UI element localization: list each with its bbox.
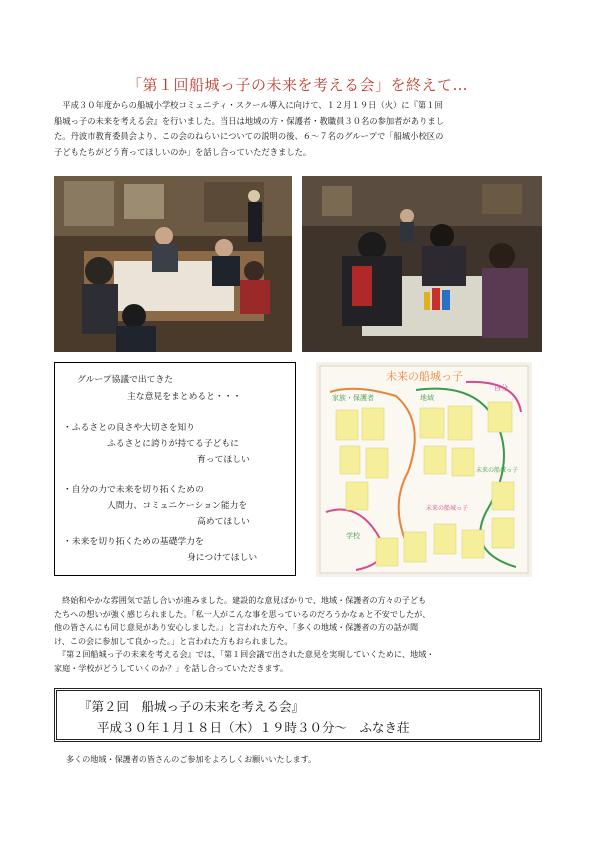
summary-item-1: ふるさとに誇りが持てる子どもに [107,439,239,449]
closing-note: 多くの地域・保護者の皆さんのご参加をよろしくお願いいたします。 [66,754,317,764]
summary-item-2: 高めてほしい [197,517,250,527]
summary-item-3: 身につけてほしい [187,553,258,563]
poster-label: 地域 [420,394,434,402]
body-line: 他の皆さんにも同じ意見があり安心しました。」と言われた方や、「多くの地域・保護者の方の話が聞 [54,622,419,633]
body-line: け、この会に参加して良かった。」と言われた方もおられました。 [54,635,293,646]
page-title: 「第１回船城っ子の未来を考える会」を終えて… [126,76,468,94]
meeting-photo-left [54,176,292,352]
summary-item-2: ・自分の力で未来を切り拓くための [63,485,204,495]
intro-line: 子どもたちがどう育ってほしいのか」を話し合っていただきました。 [54,146,312,157]
summary-item-1: 育ってほしい [197,455,250,465]
intro-line: た。丹波市教育委員会より、この会のねらいについての説明の後、６～７名のグループで「船城小校区の [54,131,444,141]
poster-label: 自分 [494,384,508,392]
poster-photo [316,362,532,577]
summary-item-1: ・ふるさとの良さや大切さを知り [63,423,195,433]
summary-item-2: 人間力、コミュニケーション能力を [107,501,248,511]
body-line: たちへの想いが強く感じられました。「私一人がこんな事を思っているのだろうかなぁと不安でしたが、 [54,608,431,619]
body-line: 終始和やかな雰囲気で話し合いが進みました。建設的な意見ばかりで、地域・保護者の方々の子ども [54,595,427,605]
poster-label: 未来の船城っ子 [476,467,519,474]
next-meeting-title: 『第２回 船城っ子の未来を考える会』 [79,699,305,714]
next-meeting-detail: 平成３０年１月１８日（木）１９時３０分～ ふなき荘 [97,720,410,735]
poster-label: 未来の船城っ子 [426,505,469,512]
poster-label: 学校 [346,532,360,540]
body-line: 家庭・学校がどうしていくのか？」を話し合っていただきます。 [54,662,289,673]
intro-paragraph [54,98,544,160]
summary-heading: 主な意見をまとめると・・・ [127,392,242,402]
summary-item-3: ・未来を切り拓くための基礎学力を [63,537,204,547]
intro-line: 船城っ子の未来を考える会』を行いました。当日は地域の方・保護者・教職員３０名の参加者がありまし [54,115,444,126]
next-meeting-box [54,688,542,742]
poster-title: 未来の船城っ子 [386,370,463,383]
intro-line: 平成３０年度からの船城小学校コミュニティ・スクール導入に向けて、１２月１９日（火）に『第１回 [54,100,443,110]
body-line: 『第２回船城っ子の未来を考える会』では、「第１回会議で出された意見を実現していくために、地域・ [54,649,435,660]
summary-heading: グループ協議で出てきた [77,375,174,385]
poster-label: 家族・保護者 [332,394,374,402]
meeting-photo-right [302,176,542,352]
body-paragraph [54,594,544,676]
summary-box [54,362,296,576]
